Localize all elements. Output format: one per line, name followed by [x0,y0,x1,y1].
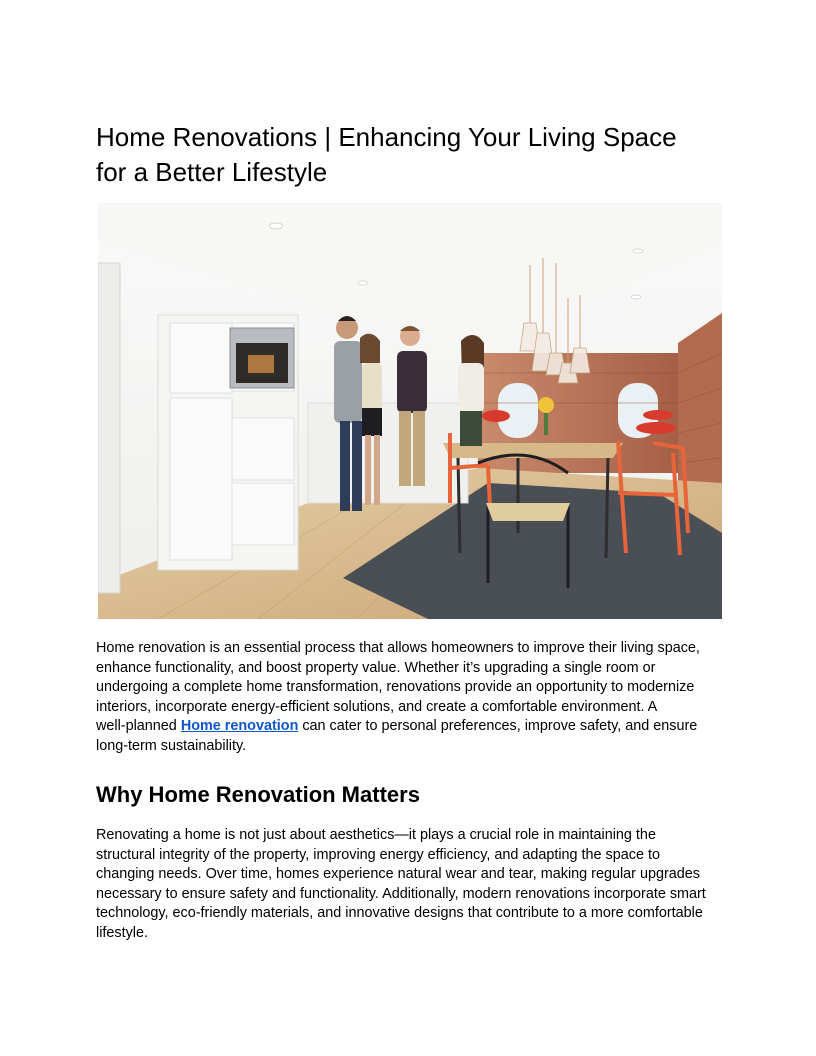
intro-line-5-end: can cater to personal preferences, improve safety, and ensure [298,718,698,735]
title-line-1: Home Renovations | Enhancing Your Living Space [96,122,677,152]
section-line-5: technology, eco-friendly materials, and innovative designs that contribute to a more comfortable [96,905,703,922]
intro-line-3: undergoing a complete home transformation, renovations provide an opportunity to modernize [96,679,695,696]
section-line-6: lifestyle. [96,924,148,941]
section-paragraph [96,826,726,944]
section-line-1: Renovating a home is not just about aesthetics—it plays a crucial role in maintaining the [96,827,656,843]
home-renovation-link[interactable]: Home renovation [180,718,299,735]
intro-line-6: long-term sustainability. [96,737,247,754]
title-line-2: for a Better Lifestyle [96,157,328,187]
intro-line-2: enhance functionality, and boost property value. Whether it’s upgrading a single room or [96,659,656,676]
intro-line-1: Home renovation is an essential process that allows homeowners to improve their living space, [96,640,700,656]
section-line-4: necessary to ensure safety and functionality. Additionally, modern renovations incorporate smart [96,885,706,902]
section-line-3: changing needs. Over time, homes experience natural wear and tear, making regular upgrades [96,866,700,883]
intro-line-5-start: well-planned [96,718,181,735]
hero-image [98,203,722,619]
section-heading: Why Home Renovation Matters [96,782,420,807]
intro-line-5 [96,717,726,737]
intro-line-4: interiors, incorporate energy-efficient solutions, and create a comfortable environment. A [96,698,658,715]
kitchen-dining-photo-icon [98,203,722,619]
intro-paragraph [96,639,726,757]
page-title [96,120,736,190]
section-line-2: structural integrity of the property, improving energy efficiency, and adapting the space to [96,846,660,863]
